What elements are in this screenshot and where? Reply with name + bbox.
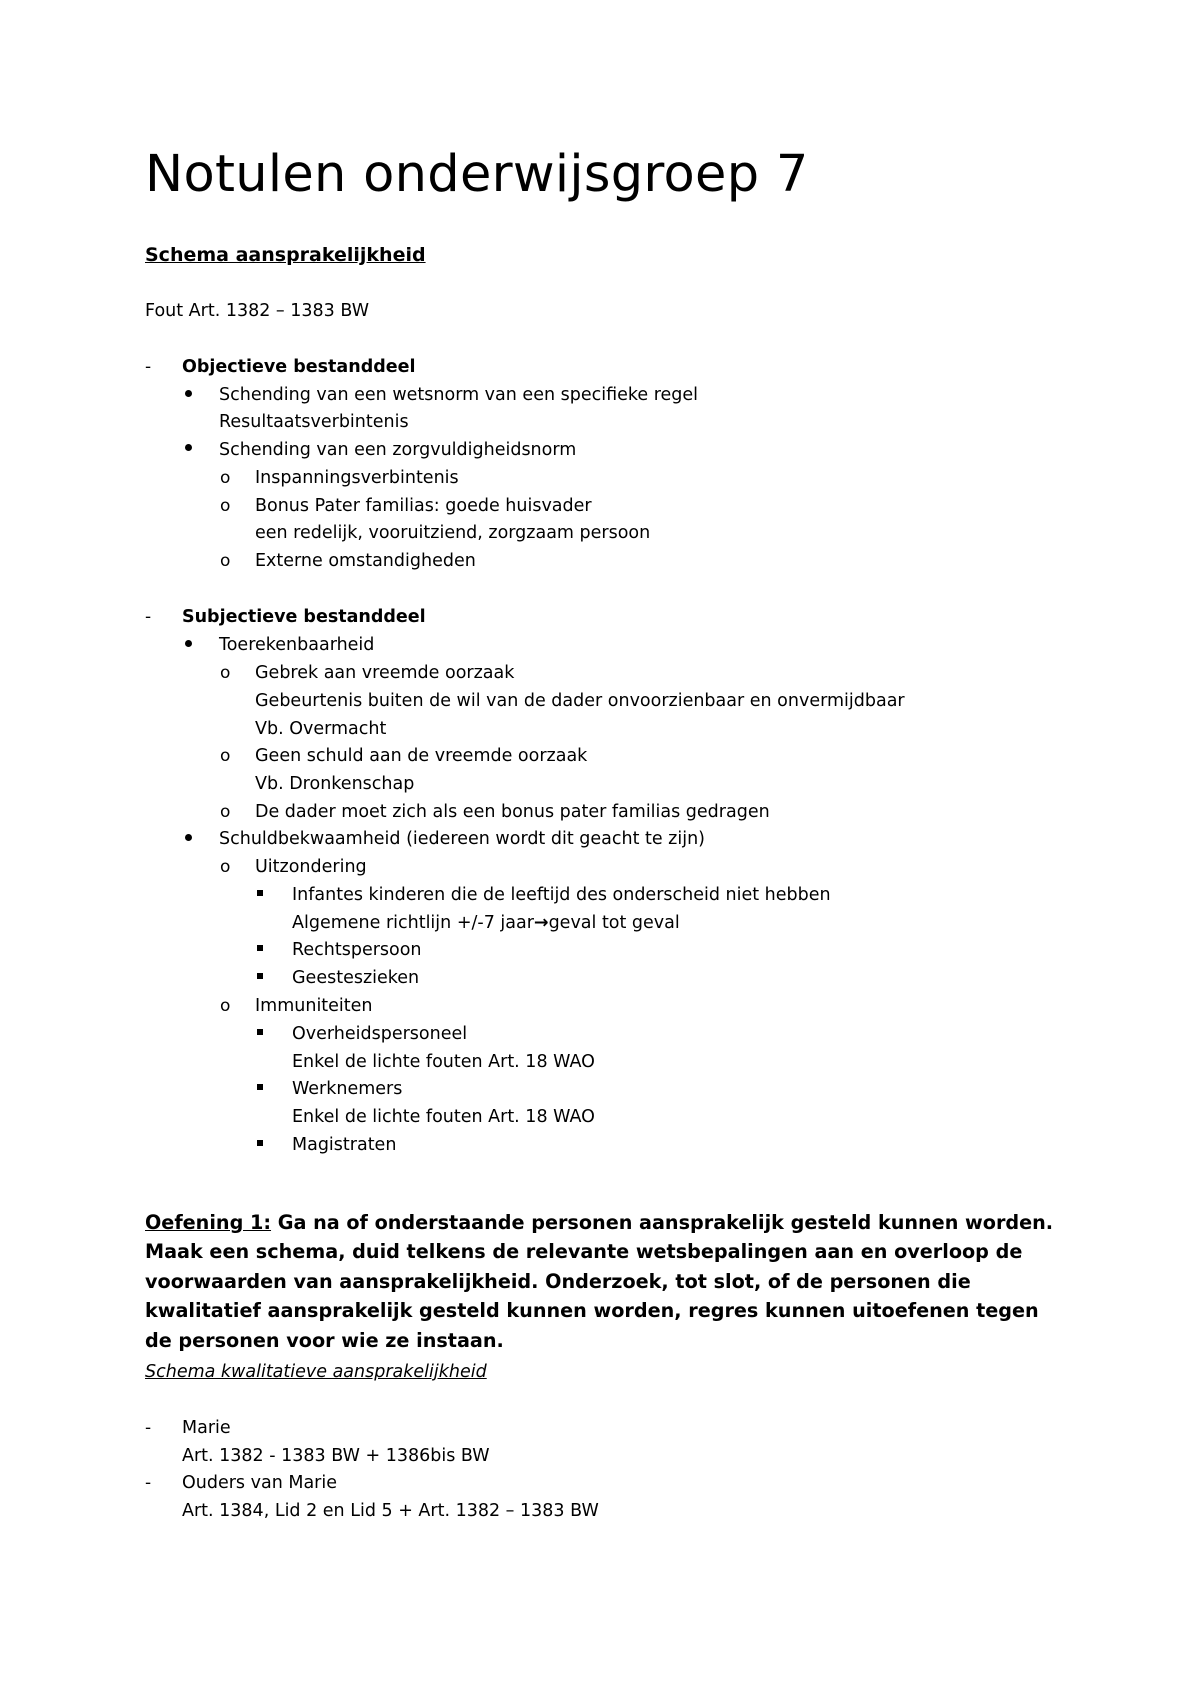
list-item-text: geval tot geval xyxy=(548,913,680,933)
list-item: Overheidspersoneel xyxy=(292,1024,468,1044)
section-heading-aansprakelijkheid: Schema aansprakelijkheid xyxy=(145,244,426,266)
list-item: Vb. Overmacht xyxy=(255,719,387,739)
square-bullet xyxy=(257,945,263,951)
list-item: een redelijk, vooruitziend, zorgzaam persoon xyxy=(255,523,651,543)
circle-marker: o xyxy=(220,496,231,516)
circle-marker: o xyxy=(220,663,231,683)
list-item: Uitzondering xyxy=(255,857,367,877)
bullet-dot xyxy=(185,640,192,647)
list-item: Geen schuld aan de vreemde oorzaak xyxy=(255,746,588,766)
page-title: Notulen onderwijsgroep 7 xyxy=(145,145,809,204)
list-item: Ouders van Marie xyxy=(182,1473,337,1493)
list-item xyxy=(292,910,680,936)
list-item: Externe omstandigheden xyxy=(255,551,476,571)
list-item: Bonus Pater familias: goede huisvader xyxy=(255,496,592,516)
list-item: Schending van een wetsnorm van een specifieke regel xyxy=(219,385,699,405)
bullet-dot xyxy=(185,444,192,451)
list-item: Geesteszieken xyxy=(292,968,420,988)
arrow-right-icon: → xyxy=(533,913,549,933)
dash-marker: - xyxy=(145,357,152,377)
objective-label: Objectieve bestanddeel xyxy=(182,357,416,377)
square-bullet xyxy=(257,973,263,979)
dash-marker: - xyxy=(145,1418,152,1438)
list-item: Art. 1382 - 1383 BW + 1386bis BW xyxy=(182,1446,490,1466)
list-item: Marie xyxy=(182,1418,231,1438)
list-item: Schending van een zorgvuldigheidsnorm xyxy=(219,440,577,460)
square-bullet xyxy=(257,890,263,896)
list-item: Rechtspersoon xyxy=(292,940,422,960)
list-item: Enkel de lichte fouten Art. 18 WAO xyxy=(292,1052,595,1072)
list-item: Immuniteiten xyxy=(255,996,373,1016)
list-item: Infantes kinderen die de leeftijd des onderscheid niet hebben xyxy=(292,885,831,905)
list-item: Toerekenbaarheid xyxy=(219,635,375,655)
circle-marker: o xyxy=(220,802,231,822)
square-bullet xyxy=(257,1140,263,1146)
exercise-label: Oefening 1: xyxy=(145,1211,272,1234)
circle-marker: o xyxy=(220,996,231,1016)
section-heading-kwalitatief: Schema kwalitatieve aansprakelijkheid xyxy=(145,1362,487,1382)
list-item: Gebeurtenis buiten de wil van de dader onvoorzienbaar en onvermijdbaar xyxy=(255,691,905,711)
circle-marker: o xyxy=(220,857,231,877)
list-item-text: Algemene richtlijn +/-7 jaar xyxy=(292,913,534,933)
circle-marker: o xyxy=(220,551,231,571)
list-item: Art. 1384, Lid 2 en Lid 5 + Art. 1382 – 1383 BW xyxy=(182,1501,599,1521)
square-bullet xyxy=(257,1029,263,1035)
list-item: Vb. Dronkenschap xyxy=(255,774,415,794)
exercise-text: Ga na of onderstaande personen aansprakelijk gesteld kunnen worden. Maak een schema, duid telkens de relevante wetsbepalingen aan en overloop de voorwaarden van aansprakelijkheid. Onderzoek, tot slot, of de personen die kwalitatief aansprakelijk gesteld kunnen worden, regres kunnen uitoefenen tegen de personen voor wie ze instaan. xyxy=(145,1211,1054,1352)
list-item: Resultaatsverbintenis xyxy=(219,412,409,432)
bullet-dot xyxy=(185,834,192,841)
circle-marker: o xyxy=(220,746,231,766)
list-item: De dader moet zich als een bonus pater familias gedragen xyxy=(255,802,770,822)
list-item: Enkel de lichte fouten Art. 18 WAO xyxy=(292,1107,595,1127)
fout-line: Fout Art. 1382 – 1383 BW xyxy=(145,301,370,321)
dash-marker: - xyxy=(145,607,152,627)
subjective-label: Subjectieve bestanddeel xyxy=(182,607,426,627)
list-item: Werknemers xyxy=(292,1079,403,1099)
list-item: Inspanningsverbintenis xyxy=(255,468,459,488)
list-item: Gebrek aan vreemde oorzaak xyxy=(255,663,515,683)
circle-marker: o xyxy=(220,468,231,488)
square-bullet xyxy=(257,1084,263,1090)
dash-marker: - xyxy=(145,1473,152,1493)
list-item: Schuldbekwaamheid (iedereen wordt dit geacht te zijn) xyxy=(219,829,706,849)
bullet-dot xyxy=(185,390,192,397)
list-item: Magistraten xyxy=(292,1135,397,1155)
exercise-paragraph xyxy=(145,1208,1065,1355)
